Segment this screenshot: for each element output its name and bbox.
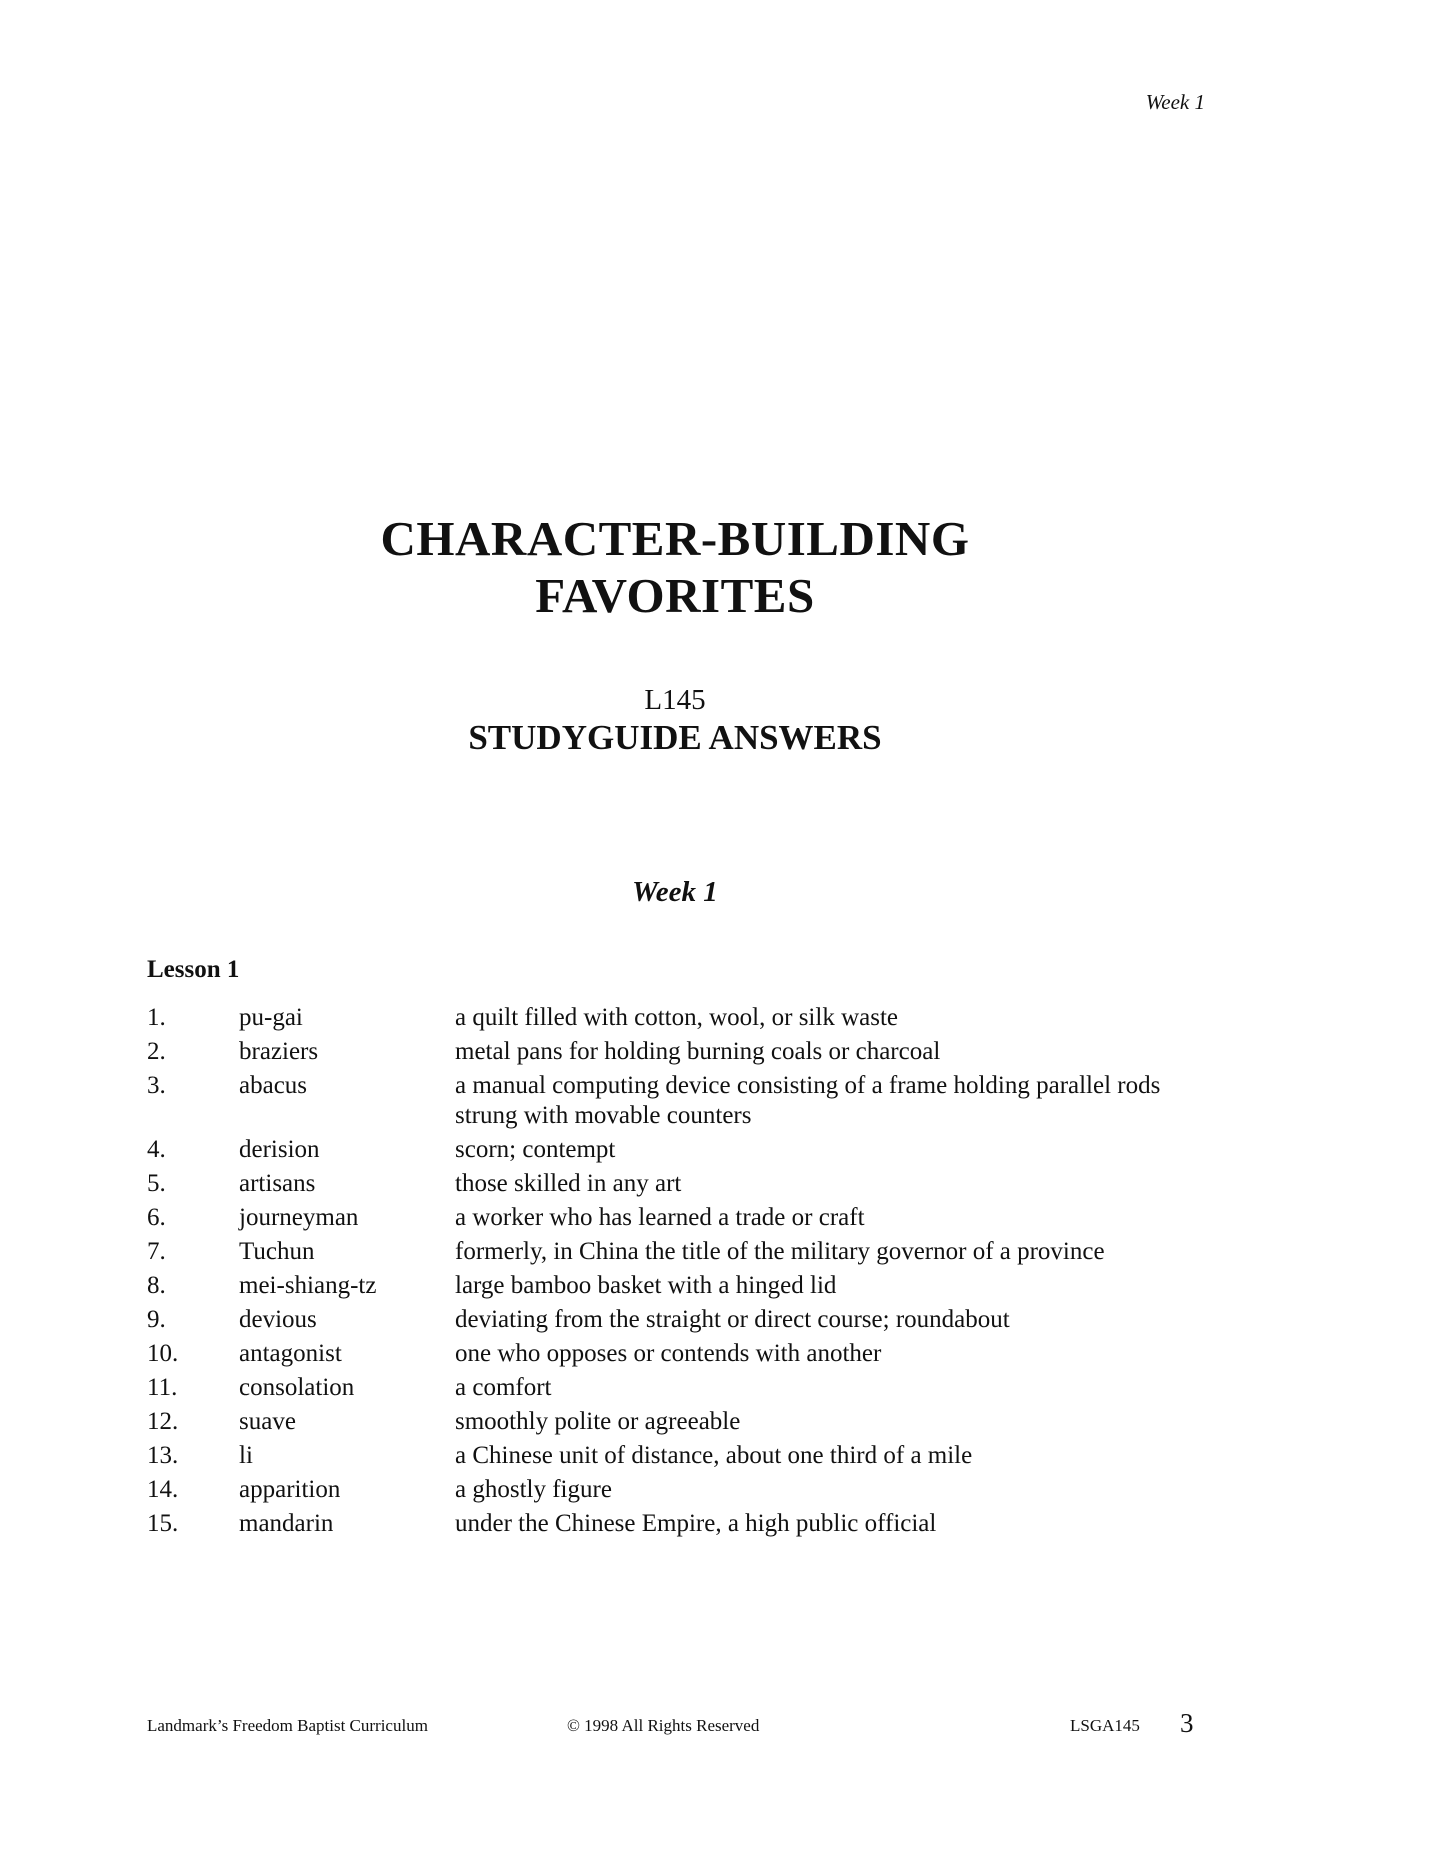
vocab-definition: a Chinese unit of distance, about one third of a mile [455, 1442, 973, 1469]
vocab-definition: one who opposes or contends with another [455, 1340, 882, 1367]
vocab-word: mandarin [239, 1510, 334, 1537]
list-item [147, 1475, 1227, 1505]
list-item [147, 1169, 1227, 1199]
footer-code: LSGA145 [1070, 1716, 1140, 1735]
list-item [147, 1271, 1227, 1301]
item-number: 5. [147, 1170, 166, 1197]
footer-publisher: Landmark’s Freedom Baptist Curriculum [147, 1716, 428, 1735]
vocab-definition: smoothly polite or agreeable [455, 1408, 741, 1435]
item-number: 6. [147, 1204, 166, 1231]
vocab-definition: a ghostly figure [455, 1476, 612, 1503]
item-number: 13. [147, 1442, 179, 1469]
vocab-definition: a comfort [455, 1374, 552, 1401]
vocab-word: suave [239, 1408, 296, 1435]
vocabulary-list [147, 1003, 1227, 1543]
vocab-definition: deviating from the straight or direct course; roundabout [455, 1306, 1010, 1333]
item-number: 1. [147, 1004, 166, 1031]
vocab-definition: large bamboo basket with a hinged lid [455, 1272, 837, 1299]
vocab-word: mei-shiang-tz [239, 1272, 377, 1299]
vocab-word: Tuchun [239, 1238, 315, 1265]
vocab-word: consolation [239, 1374, 355, 1401]
vocab-definition: scorn; contempt [455, 1136, 616, 1163]
list-item [147, 1203, 1227, 1233]
course-code: L145 [644, 684, 706, 716]
vocab-definition: formerly, in China the title of the military governor of a province [455, 1238, 1105, 1265]
vocab-definition: under the Chinese Empire, a high public official [455, 1510, 937, 1537]
item-number: 12. [147, 1408, 179, 1435]
vocab-word: li [239, 1442, 253, 1469]
vocab-word: journeyman [239, 1204, 359, 1231]
vocab-word: pu-gai [239, 1004, 303, 1031]
vocab-definition: a worker who has learned a trade or craft [455, 1204, 865, 1231]
vocab-word: apparition [239, 1476, 341, 1503]
item-number: 10. [147, 1340, 179, 1367]
vocab-word: abacus [239, 1072, 308, 1099]
item-number: 7. [147, 1238, 166, 1265]
list-item [147, 1373, 1227, 1403]
vocab-word: devious [239, 1306, 317, 1333]
title-line-1: CHARACTER-BUILDING [380, 511, 970, 566]
vocab-word: antagonist [239, 1340, 342, 1367]
list-item [147, 1237, 1227, 1267]
item-number: 4. [147, 1136, 166, 1163]
vocab-definition: metal pans for holding burning coals or charcoal [455, 1038, 941, 1065]
item-number: 2. [147, 1038, 166, 1065]
vocab-definition: those skilled in any art [455, 1170, 682, 1197]
item-number: 11. [147, 1374, 178, 1401]
running-header-week: Week 1 [1145, 90, 1205, 114]
page-footer [147, 1708, 1207, 1748]
item-number: 8. [147, 1272, 166, 1299]
item-number: 15. [147, 1510, 179, 1537]
item-number: 3. [147, 1072, 166, 1099]
list-item [147, 1509, 1227, 1539]
list-item [147, 1135, 1227, 1165]
footer-copyright: © 1998 All Rights Reserved [567, 1716, 760, 1735]
item-number: 14. [147, 1476, 179, 1503]
list-item [147, 1339, 1227, 1369]
vocab-word: artisans [239, 1170, 316, 1197]
page-subtitle: STUDYGUIDE ANSWERS [468, 718, 882, 757]
week-heading: Week 1 [632, 876, 718, 908]
page-number: 3 [1180, 1708, 1194, 1738]
vocab-word: derision [239, 1136, 320, 1163]
list-item [147, 1441, 1227, 1471]
vocab-definition: a quilt filled with cotton, wool, or silk waste [455, 1004, 898, 1031]
item-number: 9. [147, 1306, 166, 1333]
list-item [147, 1305, 1227, 1335]
vocab-word: braziers [239, 1038, 319, 1065]
list-item [147, 1037, 1227, 1067]
vocab-definition: a manual computing device consisting of a frame holding parallel rods strung with movable counters [455, 1072, 1161, 1129]
list-item [147, 1003, 1227, 1033]
lesson-heading: Lesson 1 [147, 956, 240, 983]
list-item [147, 1071, 1227, 1131]
page-title [0, 510, 1350, 624]
title-line-2: FAVORITES [535, 568, 815, 623]
list-item [147, 1407, 1227, 1437]
